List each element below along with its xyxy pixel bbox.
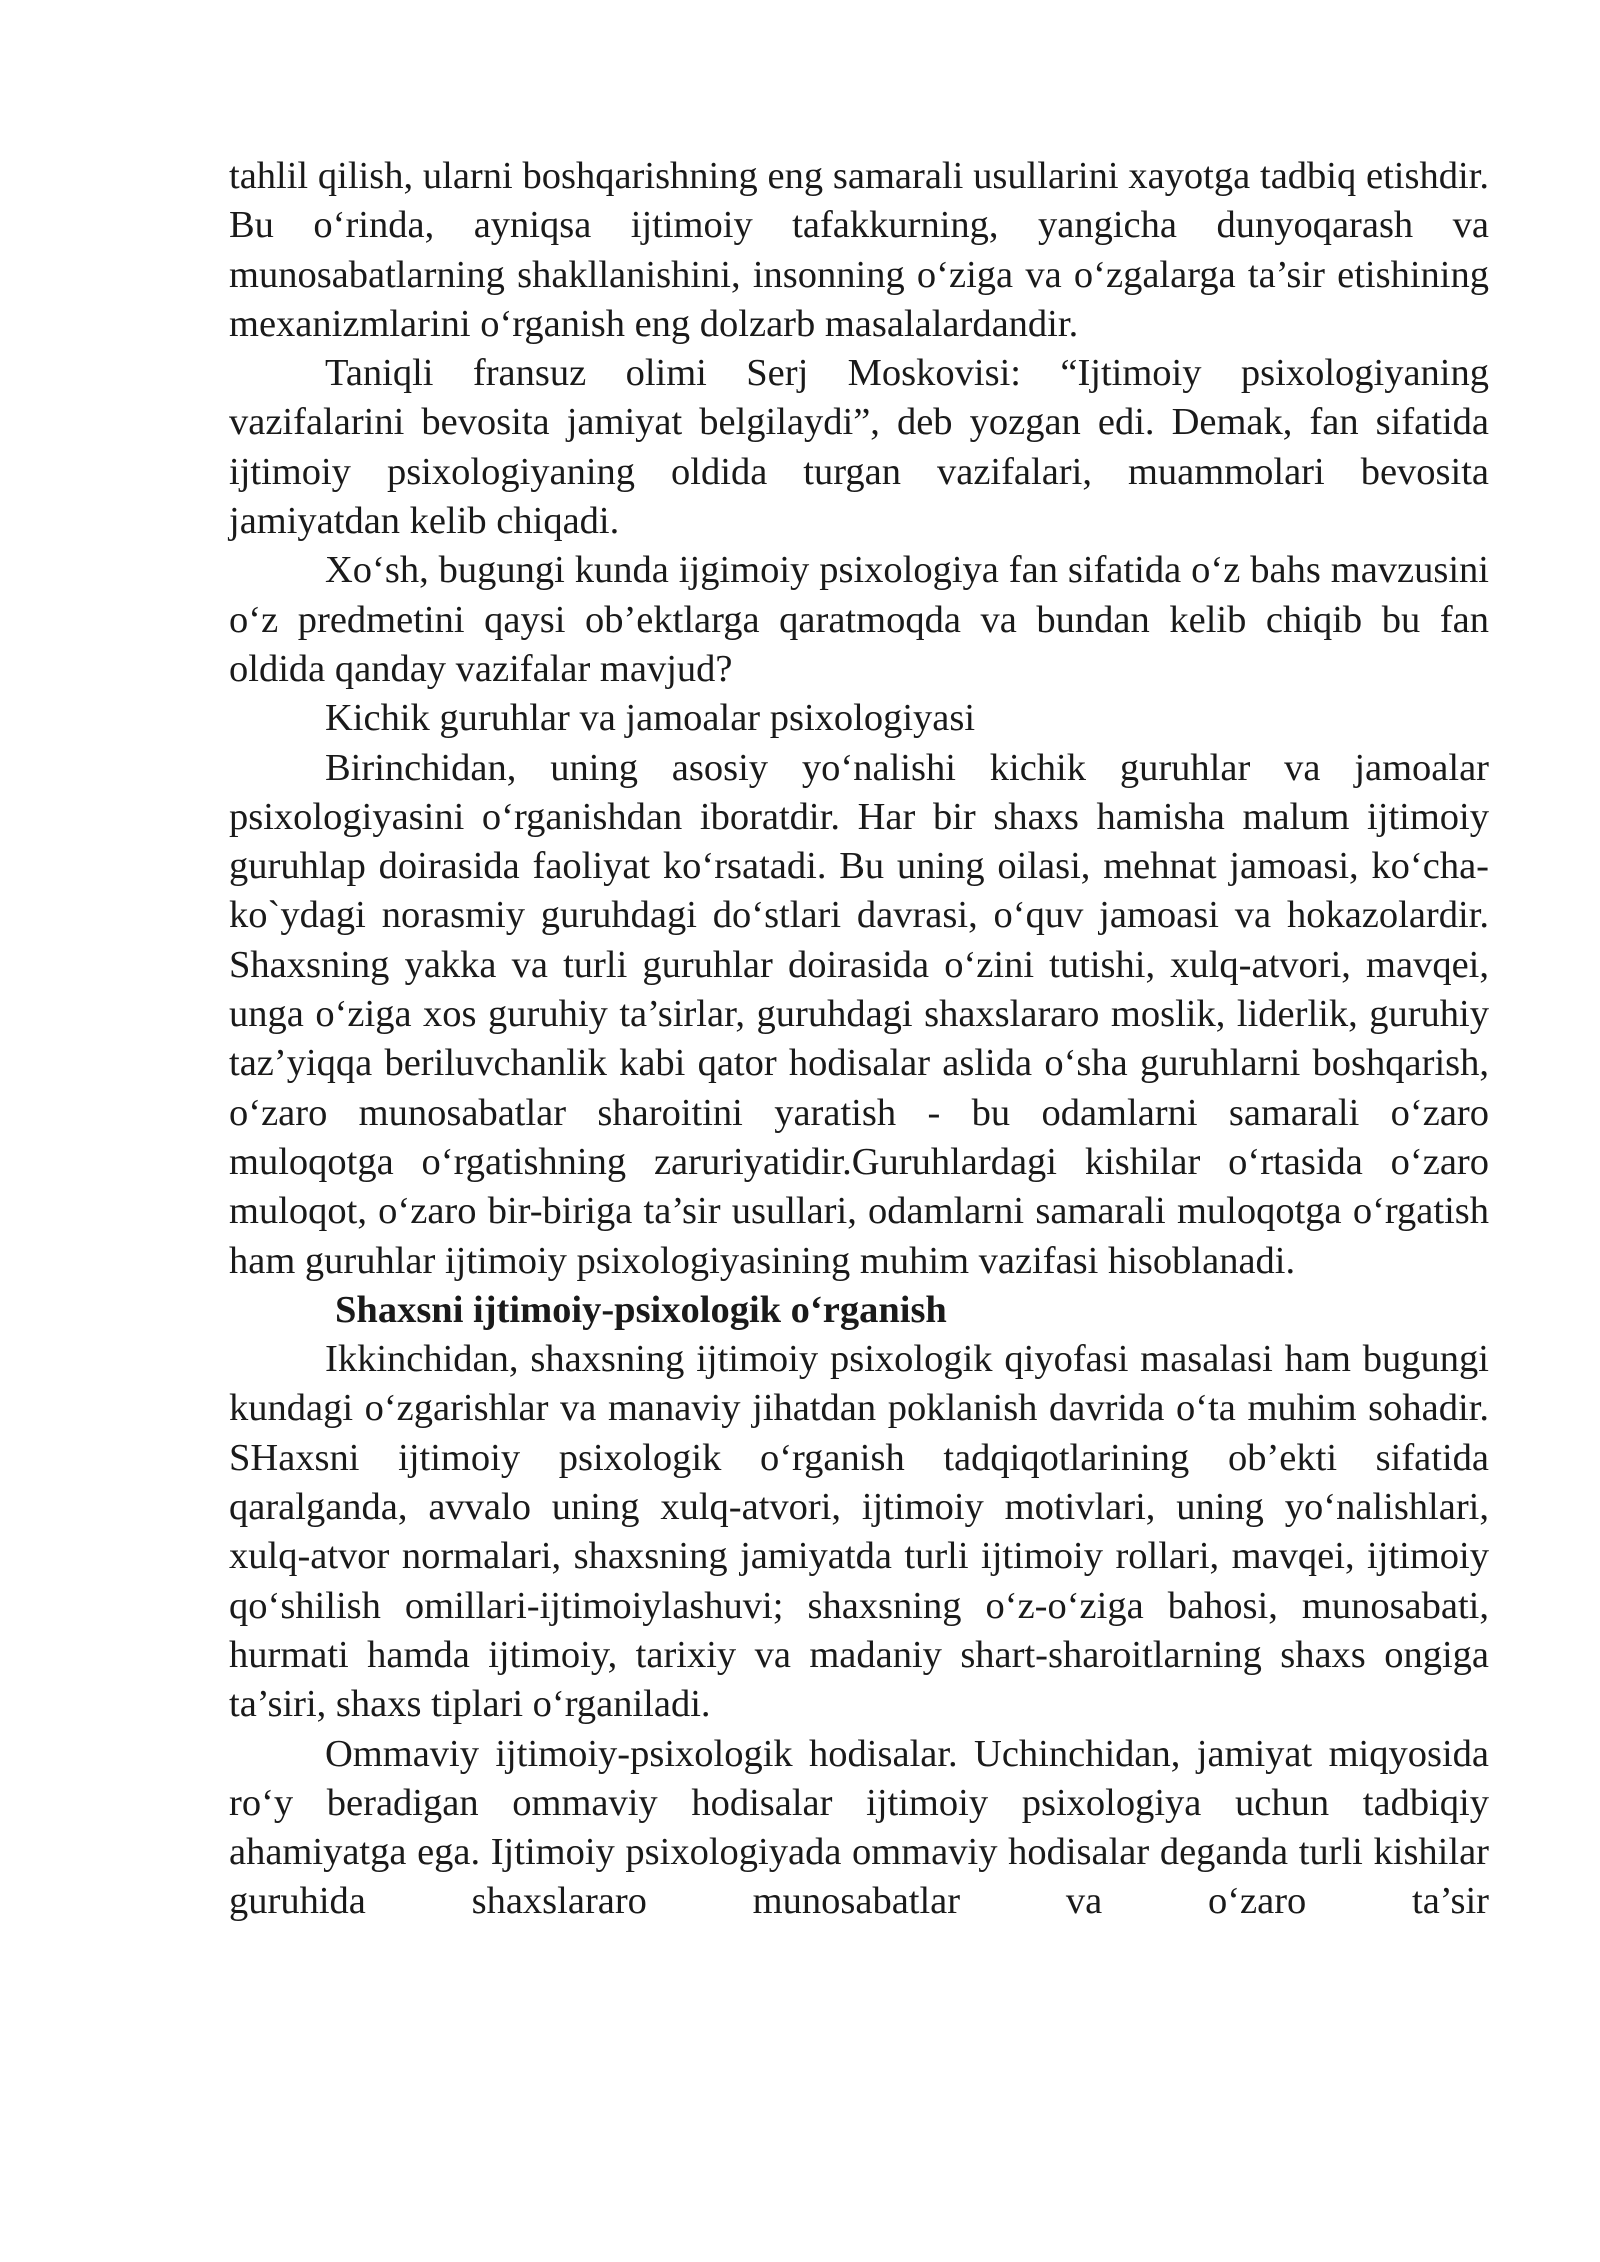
paragraph-subject-question: Xo‘sh, bugungi kunda ijgimoiy psixologiya fan sifatida o‘z bahs mavzusini o‘z predmetini qaysi ob’ektlarga qaratmoqda va bundan kelib chiqib bu fan oldida qanday vazifalar mavjud? <box>229 549 1489 690</box>
subheading-small-groups: Kichik guruhlar va jamoalar psixologiyasi <box>325 697 976 740</box>
paragraph-small-groups: Birinchidan, uning asosiy yo‘nalishi kichik guruhlar va jamoalar psixologiyasini o‘rganishdan iboratdir. Har bir shaxs hamisha malum ijtimoiy guruhlap doirasida faoliyat ko‘rsatadi. Bu uning oilasi, mehnat jamoasi, ko‘cha-ko`ydagi norasmiy guruhdagi do‘stlari davrasi, o‘quv jamoasi va hokazolardir. Shaxsning yakka va turli guruhlar doirasida o‘zini tutishi, xulq-atvori, mavqei, unga o‘ziga xos guruhiy ta’sirlar, guruhdagi shaxslararo moslik, liderlik, guruhiy taz’yiqqa beriluvchanlik kabi qator hodisalar aslida o‘sha guruhlarni boshqarish, o‘zaro munosabatlar sharoitini yaratish - bu odamlarni samarali o‘zaro muloqotga o‘rgatishning zaruriyatidir.Guruhlardagi kishilar o‘rtasida o‘zaro muloqot, o‘zaro bir-biriga ta’sir usullari, odamlarni samarali muloqotga o‘rgatish ham guruhlar ijtimoiy psixologiyasining muhim vazifasi hisoblanadi. <box>229 746 1489 1282</box>
page-text-body <box>229 152 1489 1927</box>
paragraph-moskovisi-quote: Taniqli fransuz olimi Serj Moskovisi: “Ijtimoiy psixologiyaning vazifalarini bevosita jamiyat belgilaydi”, deb yozgan edi. Demak, fan sifatida ijtimoiy psixologiyaning oldida turgan vazifalari, muammolari bevosita jamiyatdan kelib chiqadi. <box>229 352 1489 543</box>
heading-personality-study: Shaxsni ijtimoiy-psixologik o‘rganish <box>335 1288 947 1331</box>
paragraph-personality: Ikkinchidan, shaxsning ijtimoiy psixologik qiyofasi masalasi ham bugungi kundagi o‘zgarishlar va manaviy jihatdan poklanish davrida o‘ta muhim sohadir. SHaxsni ijtimoiy psixologik o‘rganish tadqiqotlarining ob’ekti sifatida qaralganda, avvalo uning xulq-atvori, ijtimoiy motivlari, uning yo‘nalishlari, xulq-atvor normalari, shaxsning jamiyatda turli ijtimoiy rollari, mavqei, ijtimoiy qo‘shilish omillari-ijtimoiylashuvi; shaxsning o‘z-o‘ziga bahosi, munosabati, hurmati hamda ijtimoiy, tarixiy va madaniy shart-sharoitlarning shaxs ongiga ta’siri, shaxs tiplari o‘rganiladi. <box>229 1338 1489 1726</box>
paragraph-mass-phenomena: Ommaviy ijtimoiy-psixologik hodisalar. Uchinchidan, jamiyat miqyosida ro‘y beradigan ommaviy hodisalar ijtimoiy psixologiya uchun tadbiqiy ahamiyatga ega. Ijtimoiy psixologiyada ommaviy hodisalar deganda turli kishilar guruhida shaxslararo munosabatlar va o‘zaro ta’sir <box>229 1732 1489 1923</box>
paragraph-continuation: tahlil qilish, ularni boshqarishning eng samarali usullarini xayotga tadbiq etishdir. Bu o‘rinda, ayniqsa ijtimoiy tafakkurning, yangicha dunyoqarash va munosabatlarning shakllanishini, insonning o‘ziga va o‘zgalarga ta’sir etishining mexanizmlarini o‘rganish eng dolzarb masalalardandir. <box>229 155 1489 345</box>
